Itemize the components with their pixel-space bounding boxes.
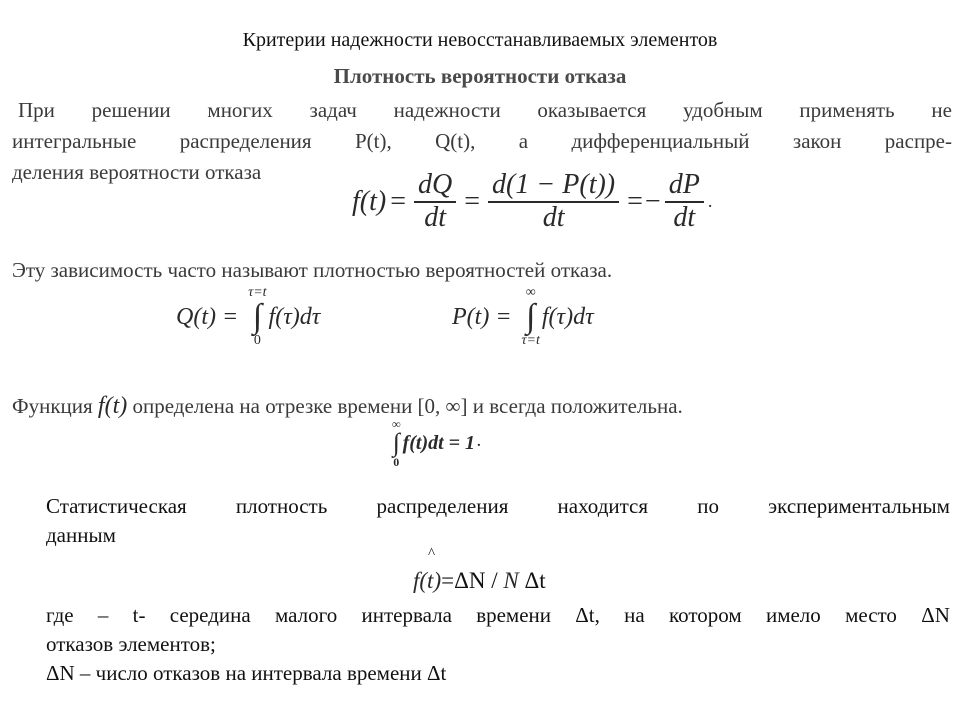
integral [522, 286, 540, 348]
intro-line-3: деления вероятности отказа [12, 160, 262, 184]
text: Функция [12, 394, 93, 418]
q-integral-formula [176, 286, 320, 348]
word: многих [207, 98, 273, 122]
equals-sign: = [627, 185, 643, 217]
formula-lhs: Q(t) = [176, 303, 239, 330]
where-paragraph [46, 603, 950, 686]
integrand: f(τ)dτ [541, 303, 594, 330]
word: малого [274, 603, 338, 627]
lower-limit: 0 [253, 333, 261, 348]
integral [392, 418, 401, 468]
integral [248, 286, 266, 348]
slide-title: Критерии надежности невосстанавливаемых элементов [242, 29, 718, 51]
upper-limit: ∞ [392, 417, 401, 431]
statistical-line-1 [46, 494, 950, 519]
word: решении [91, 98, 171, 122]
word: оказывается [537, 98, 647, 122]
word: место [845, 603, 897, 627]
formula-n: N [503, 568, 519, 593]
formula-dt: Δt [518, 568, 546, 593]
word: плотность [235, 494, 328, 518]
word: закон [792, 129, 842, 153]
word: удобным [682, 98, 763, 122]
equals-sign: = [464, 185, 481, 217]
formula-lhs: P(t) = [452, 303, 512, 330]
word: на [624, 603, 645, 627]
word: имело [765, 603, 821, 627]
word: Q(t), [435, 129, 476, 153]
minus-sign: − [644, 185, 661, 217]
formula-part: =ΔN / [441, 568, 504, 593]
normalization-formula [390, 418, 481, 468]
word: – [97, 603, 109, 627]
text: определена на отрезке времени [0, ∞] и всегда положительна. [132, 394, 683, 418]
function-symbol: f(t) [413, 568, 442, 593]
density-formula [352, 170, 712, 234]
upper-limit: τ=t [248, 285, 267, 300]
word: распре- [884, 129, 952, 153]
lower-limit: τ=t [521, 333, 540, 348]
word: t- [132, 603, 146, 627]
word: а [518, 129, 529, 153]
denominator: dt [542, 201, 565, 233]
word: ΔN [921, 603, 950, 627]
intro-line-1 [12, 98, 952, 123]
word: котором [669, 603, 742, 627]
word: Δt, [575, 603, 600, 627]
p-integral-formula [452, 286, 594, 348]
word: времени [476, 603, 552, 627]
where-line-2: отказов элементов; [46, 632, 216, 656]
word: экспериментальным [768, 494, 950, 518]
word: где [46, 603, 74, 627]
denominator: dt [673, 201, 696, 233]
word: Статистическая [46, 494, 187, 518]
word: При [18, 98, 55, 122]
word: находится [557, 494, 649, 518]
hat-accent: ^ [428, 546, 436, 562]
integral-sign-icon: ∫ [526, 298, 536, 335]
statistical-paragraph [46, 494, 950, 548]
fraction-dp-dt [665, 170, 704, 234]
lower-limit: 0 [393, 455, 400, 469]
numerator: dQ [414, 170, 456, 203]
integral-sign-icon: ∫ [392, 428, 400, 457]
statistical-formula [413, 568, 546, 594]
function-statement [12, 393, 683, 420]
statistical-line-2: данным [46, 523, 116, 547]
integral-sign-icon: ∫ [252, 298, 263, 335]
integrand: f(τ)dτ [268, 303, 321, 330]
word: P(t), [354, 129, 392, 153]
word: надежности [393, 98, 501, 122]
period: . [477, 435, 481, 450]
fraction-d1p-dt [488, 170, 619, 234]
word: распределения [376, 494, 509, 518]
integrand: f(t)dt = 1 [402, 431, 476, 454]
function-symbol: f(t) [97, 393, 128, 419]
word: применять [799, 98, 895, 122]
word: не [931, 98, 952, 122]
denominator: dt [424, 201, 447, 233]
numerator: dP [665, 170, 704, 203]
word: дифференциальный [571, 129, 750, 153]
fraction-dq-dt [414, 170, 456, 234]
section-heading: Плотность вероятности отказа [333, 64, 627, 88]
word: интегральные [12, 129, 137, 153]
numerator: d(1 − P(t)) [488, 170, 619, 203]
intro-line-2 [12, 129, 952, 154]
word: распределения [179, 129, 312, 153]
word: по [697, 494, 719, 518]
word: интервала [361, 603, 452, 627]
word: середина [169, 603, 251, 627]
equals-sign: = [390, 185, 407, 217]
formula-lhs: f(t) [352, 185, 387, 217]
word: задач [309, 98, 357, 122]
where-line-1 [46, 603, 950, 628]
upper-limit: ∞ [525, 285, 536, 300]
period: . [707, 191, 713, 212]
dependency-text: Эту зависимость часто называют плотностью вероятностей отказа. [12, 258, 613, 282]
delta-n-definition: ΔN – число отказов на интервала времени Δt [46, 661, 447, 685]
